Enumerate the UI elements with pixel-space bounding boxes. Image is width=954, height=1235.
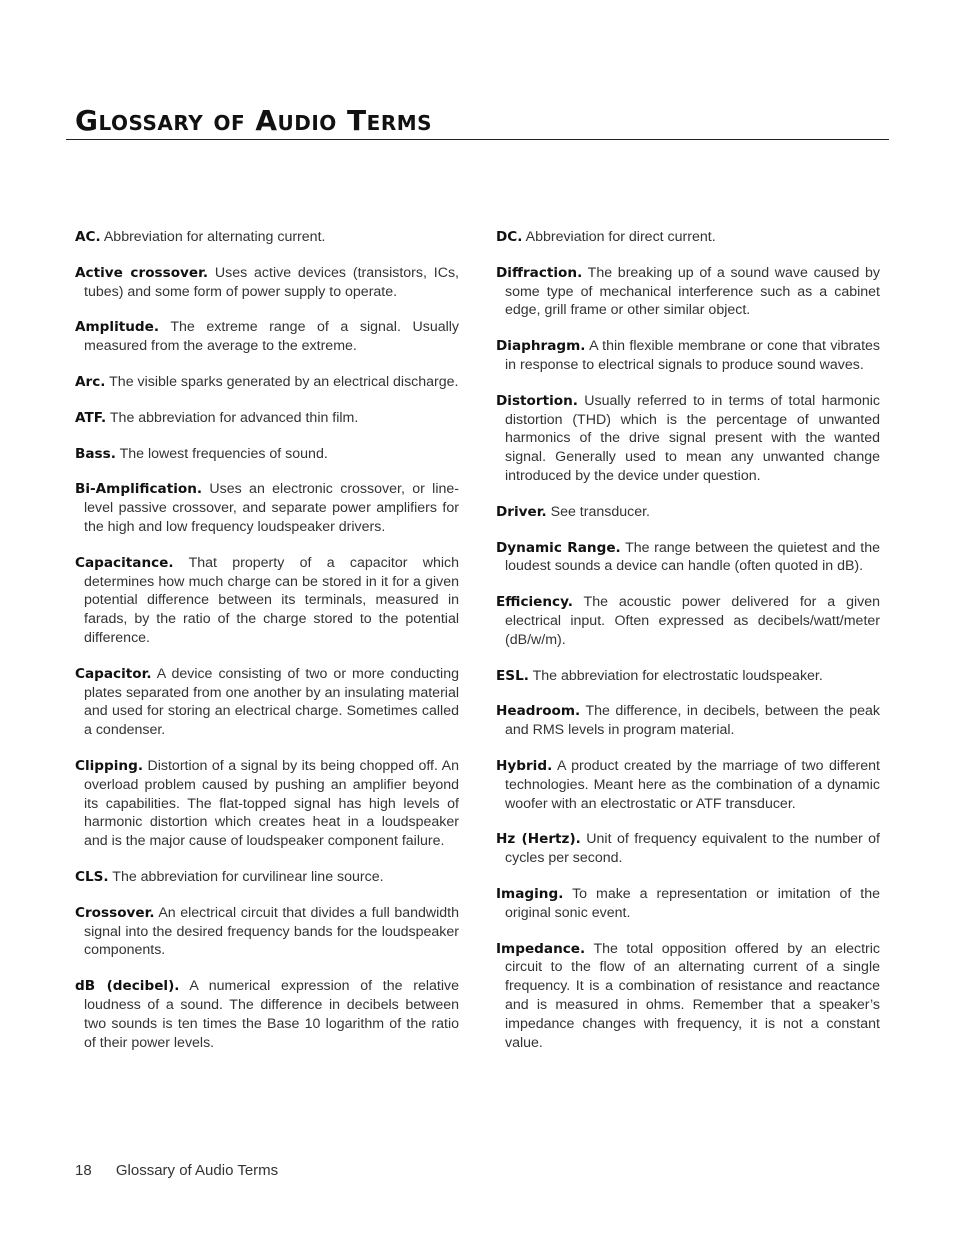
glossary-definition: The acoustic power delivered for a given electrical input. Often expressed as decibels/watt/meter (dB/w/m).	[505, 594, 880, 648]
glossary-definition: A device consisting of two or more conducting plates separated from one another by an insulating material and used for storing an electrical charge. Sometimes called a condenser.	[84, 665, 459, 739]
glossary-definition: The abbreviation for curvilinear line source.	[112, 868, 384, 885]
glossary-entry	[75, 228, 459, 247]
glossary-definition: The lowest frequencies of sound.	[119, 445, 328, 462]
glossary-entry	[75, 373, 459, 392]
glossary-definition: The range between the quietest and the loudest sounds a device can handle (often quoted in dB).	[505, 539, 881, 575]
glossary-term: Dynamic Range.	[496, 539, 621, 556]
glossary-definition: The difference, in decibels, between the peak and RMS levels in program material.	[505, 703, 880, 739]
glossary-entry	[75, 409, 459, 428]
glossary-definition: The breaking up of a sound wave caused by some type of mechanical interference such as a cabinet edge, grill frame or other similar object.	[505, 264, 881, 319]
glossary-term: CLS.	[75, 868, 109, 885]
glossary-entry	[496, 337, 880, 375]
glossary-entry	[75, 868, 459, 887]
glossary-term: Bi-Amplification.	[75, 481, 203, 498]
glossary-entry	[496, 830, 880, 868]
glossary-term: Driver.	[496, 503, 547, 520]
glossary-term: Distortion.	[496, 392, 578, 409]
glossary-term: AC.	[75, 229, 101, 245]
glossary-entry	[496, 264, 880, 320]
glossary-entry	[75, 904, 459, 960]
glossary-entry	[496, 503, 880, 522]
glossary-definition: Distortion of a signal by its being chopped off. An overload problem caused by pushing an amplifier beyond its capabilities. The flat-topped signal has high levels of harmonic distortion which creates heat in a loudspeaker and is the major cause of loudspeaker component failure.	[84, 757, 459, 850]
glossary-entry	[75, 480, 459, 536]
glossary-term: Diaphragm.	[496, 338, 586, 355]
glossary-entry	[75, 318, 459, 356]
glossary-column-left	[75, 228, 459, 1069]
page-title: Glossary of Audio Terms	[75, 104, 433, 137]
glossary-entry	[496, 702, 880, 740]
glossary-entry	[496, 392, 880, 486]
glossary-entry	[75, 445, 459, 464]
glossary-term: Active crossover.	[75, 264, 209, 281]
footer-section-title: Glossary of Audio Terms	[115, 1162, 279, 1179]
glossary-definition: Abbreviation for alternating current.	[103, 229, 326, 245]
glossary-term: Capacitor.	[75, 665, 152, 682]
glossary-definition: The total opposition offered by an electric circuit to the flow of an alternating current of a single frequency. It is a combination of resistance and reactance and is measured in ohms. Remember that a speaker’s impedance changes with frequency, it is not a constant value.	[505, 940, 881, 1051]
glossary-entry	[496, 593, 880, 649]
glossary-term: ESL.	[496, 667, 529, 684]
glossary-entry	[496, 757, 880, 813]
glossary-entry	[75, 757, 459, 851]
glossary-entry	[496, 885, 880, 923]
glossary-entry	[496, 940, 880, 1053]
glossary-definition: The extreme range of a signal. Usually measured from the average to the extreme.	[84, 319, 459, 355]
glossary-definition: A product created by the marriage of two different technologies. Meant here as the combination of a dynamic woofer with an electrostatic or ATF transducer.	[505, 757, 880, 812]
glossary-term: Amplitude.	[75, 319, 160, 336]
glossary-term: Headroom.	[496, 703, 581, 720]
glossary-term: DC.	[496, 229, 523, 245]
glossary-definition: To make a representation or imitation of the original sonic event.	[505, 885, 881, 921]
glossary-entry	[75, 977, 459, 1052]
title-rule	[66, 139, 889, 140]
glossary-definition: The visible sparks generated by an electrical discharge.	[109, 373, 459, 390]
glossary-definition: Uses active devices (transistors, ICs, tubes) and some form of power supply to operate.	[84, 264, 459, 300]
glossary-definition: The abbreviation for electrostatic loudspeaker.	[532, 667, 823, 684]
glossary-entry	[496, 228, 880, 247]
glossary-term: Arc.	[75, 373, 106, 390]
glossary-definition: The abbreviation for advanced thin film.	[109, 409, 359, 426]
glossary-term: dB (decibel).	[75, 978, 180, 995]
glossary-definition: Uses an electronic crossover, or line-level passive crossover, and separate power amplifiers for the high and low frequency loudspeaker drivers.	[84, 481, 459, 535]
glossary-term: Hybrid.	[496, 757, 553, 774]
glossary-term: Crossover.	[75, 904, 155, 921]
glossary-entry	[75, 554, 459, 648]
glossary-term: Capacitance.	[75, 554, 174, 571]
page-footer	[75, 1162, 278, 1179]
glossary-column-right	[496, 228, 880, 1069]
glossary-definition: See transducer.	[550, 503, 650, 520]
glossary-term: Impedance.	[496, 940, 586, 957]
glossary-term: Hz (Hertz).	[496, 831, 581, 848]
glossary-entry	[496, 667, 880, 686]
glossary-entry	[496, 539, 880, 577]
glossary-term: Imaging.	[496, 885, 564, 902]
glossary-definition: An electrical circuit that divides a full bandwidth signal into the desired frequency bands for the loudspeaker components.	[84, 904, 459, 959]
glossary-term: Clipping.	[75, 757, 143, 774]
glossary-definition: That property of a capacitor which determines how much charge can be stored in it for a given potential difference between its terminals, measured in farads, by the ratio of the charge stored to the potential difference.	[84, 554, 459, 646]
glossary-definition: A numerical expression of the relative loudness of a sound. The difference in decibels between two sounds is ten times the Base 10 logarithm of the ratio of their power levels.	[84, 978, 459, 1051]
glossary-term: Diffraction.	[496, 264, 583, 281]
glossary-term: Bass.	[75, 445, 116, 462]
glossary-definition: Unit of frequency equivalent to the number of cycles per second.	[505, 831, 880, 867]
glossary-definition: Abbreviation for direct current.	[525, 229, 716, 245]
page-number: 18	[75, 1162, 92, 1179]
glossary-definition: A thin flexible membrane or cone that vibrates in response to electrical signals to produce sound waves.	[505, 338, 880, 373]
glossary-term: Efficiency.	[496, 594, 573, 611]
glossary-entry	[75, 665, 459, 740]
glossary-definition: Usually referred to in terms of total harmonic distortion (THD) which is the percentage of unwanted harmonics of the drive signal present with the wanted signal. Generally used to mean any unwanted change introduced by the device under question.	[505, 392, 880, 484]
glossary-term: ATF.	[75, 409, 107, 426]
glossary-entry	[75, 264, 459, 302]
